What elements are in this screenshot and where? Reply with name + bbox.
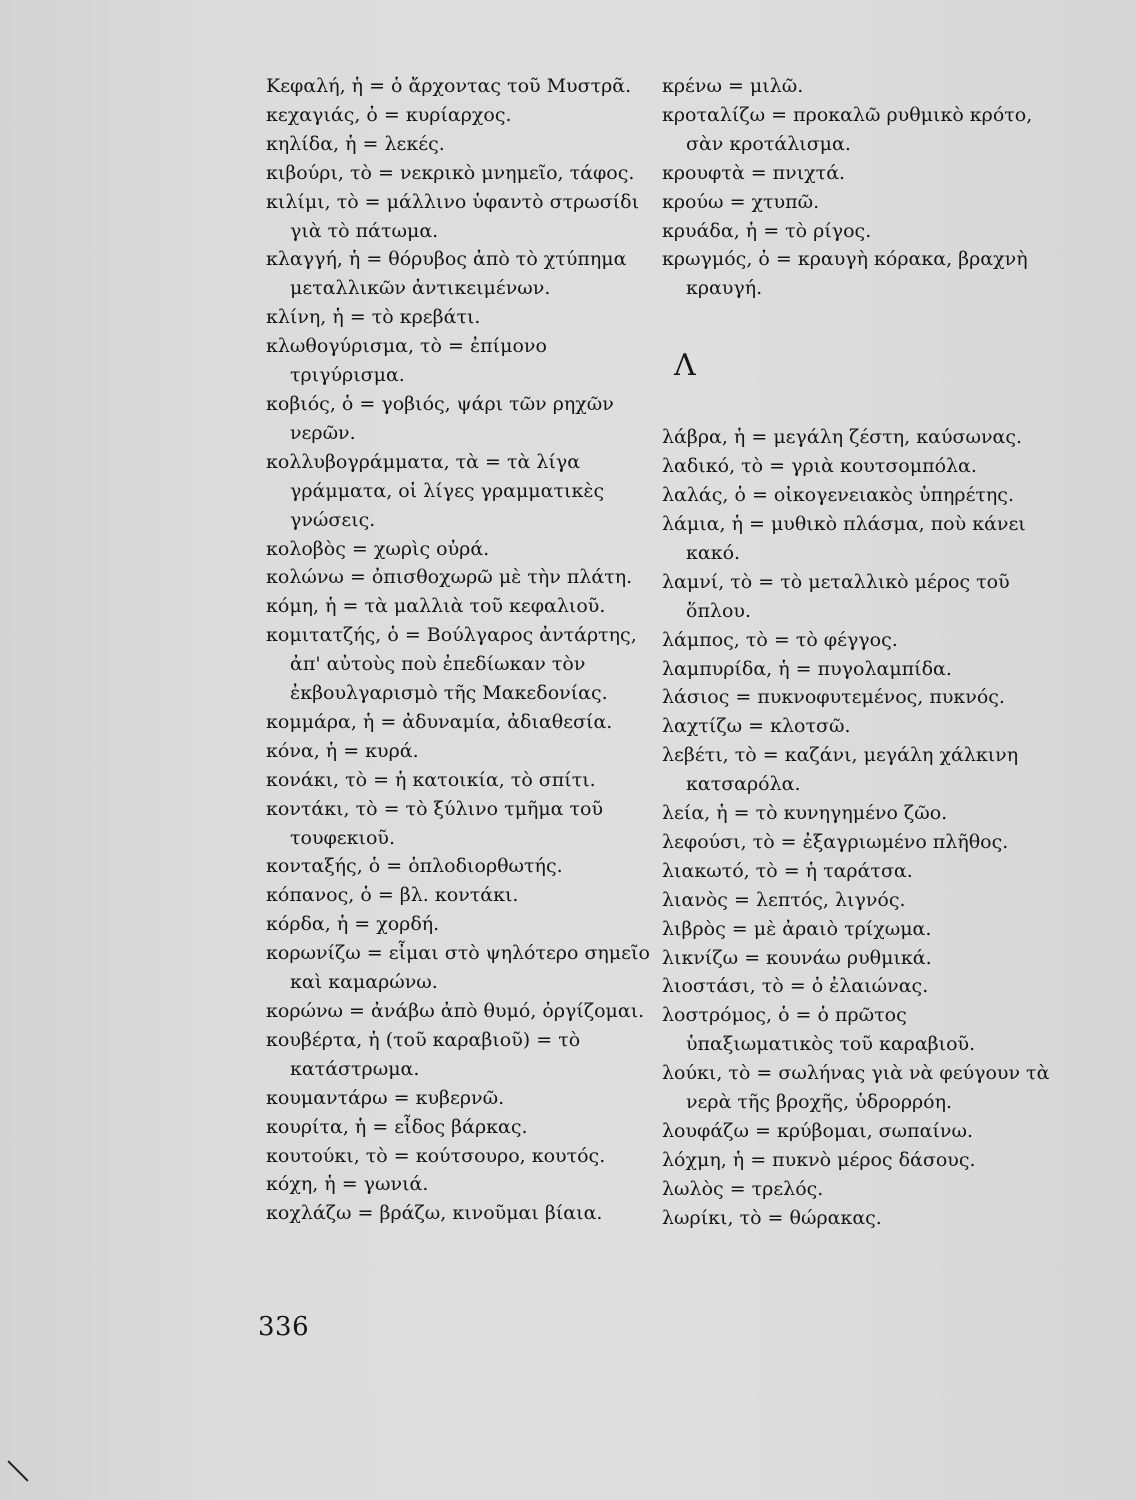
left-column [266,72,656,1228]
glossary-entry: κιλίμι, τὸ = μάλλινο ὑφαντὸ στρωσίδι γιὰ τὸ πάτωμα. [266,190,640,242]
glossary-entry: λοστρόμος, ὁ = ὁ πρῶτος ὑπαξιωματικὸς τοῦ καραβιοῦ. [662,1004,976,1056]
glossary-entry: κιβούρι, τὸ = νεκρικὸ μνημεῖο, τάφος. [266,161,635,184]
glossary-entry: κουβέρτα, ἡ (τοῦ καραβιοῦ) = τὸ κατάστρωμα. [266,1028,581,1080]
glossary-entry: λιοστάσι, τὸ = ὁ ἐλαιώνας. [662,975,929,998]
glossary-entry: κρυάδα, ἡ = τὸ ρίγος. [662,219,872,242]
glossary-entry: κροταλίζω = προκαλῶ ρυθμικὸ κρότο, σὰν κροτάλισμα. [662,103,1033,155]
glossary-entry: κομιτατζής, ὁ = Βούλγαρος ἀντάρτης, ἀπ' αὐτοὺς ποὺ ἐπεδίωκαν τὸν ἐκβουλγαρισμὸ τῆς Μακεδονίας. [266,624,637,705]
glossary-entry: κηλίδα, ἡ = λεκές. [266,132,445,155]
glossary-entry: κρούω = χτυπῶ. [662,190,820,213]
glossary-entry: κεχαγιάς, ὁ = κυρίαρχος. [266,103,512,126]
glossary-entry: λόχμη, ἡ = πυκνὸ μέρος δάσους. [662,1148,976,1171]
glossary-entry: κόνα, ἡ = κυρά. [266,739,419,762]
glossary-entry: κονάκι, τὸ = ἡ κατοικία, τὸ σπίτι. [266,768,596,791]
glossary-entry: κορωνίζω = εἶμαι στὸ ψηλότερο σημεῖο καὶ καμαρώνω. [266,942,650,994]
section-heading-lambda: Λ [674,348,696,384]
glossary-entry: λικνίζω = κουνάω ρυθμικά. [662,946,932,969]
right-column [662,72,1052,1233]
glossary-entry: κουρίτα, ἡ = εἶδος βάρκας. [266,1115,528,1138]
glossary-entry: κοβιός, ὁ = γοβιός, ψάρι τῶν ρηχῶν νερῶν. [266,392,614,444]
glossary-entry: κλωθογύρισμα, τὸ = ἐπίμονο τριγύρισμα. [266,335,547,387]
glossary-entry: κομμάρα, ἡ = ἀδυναμία, ἀδιαθεσία. [266,710,613,733]
glossary-entry: λιβρὸς = μὲ ἀραιὸ τρίχωμα. [662,917,932,940]
glossary-entry: λαλάς, ὁ = οἰκογενειακὸς ὑπηρέτης. [662,484,1014,507]
glossary-entry: λιανὸς = λεπτός, λιγνός. [662,888,906,911]
glossary-entry: λάσιος = πυκνοφυτεμένος, πυκνός. [662,686,1005,709]
glossary-entry: κολώνω = ὀπισθοχωρῶ μὲ τὴν πλάτη. [266,566,633,589]
glossary-entry: λαχτίζω = κλοτσῶ. [662,715,851,738]
glossary-entry: κουμαντάρω = κυβερνῶ. [266,1086,505,1109]
glossary-entry: λάμια, ἡ = μυθικὸ πλάσμα, ποὺ κάνει κακό. [662,512,1026,564]
glossary-entry: κόπανος, ὁ = βλ. κοντάκι. [266,884,519,907]
glossary-entry: κοντάκι, τὸ = τὸ ξύλινο τμῆμα τοῦ τουφεκιοῦ. [266,797,604,849]
glossary-entry: κουτούκι, τὸ = κούτσουρο, κουτός. [266,1144,606,1167]
glossary-entry: κλίνη, ἡ = τὸ κρεβάτι. [266,306,481,329]
glossary-entry: κρένω = μιλῶ. [662,75,804,97]
glossary-entry: λαμνί, τὸ = τὸ μεταλλικὸ μέρος τοῦ ὅπλου. [662,570,1010,622]
glossary-entry: κολλυβογράμματα, τὰ = τὰ λίγα γράμματα, οἱ λίγες γραμματικὲς γνώσεις. [266,450,605,531]
glossary-entry: κλαγγή, ἡ = θόρυβος ἀπὸ τὸ χτύπημα μεταλλικῶν ἀντικειμένων. [266,248,627,300]
page-number: 336 [258,1312,310,1342]
glossary-entry: λαμπυρίδα, ἡ = πυγολαμπίδα. [662,657,952,680]
glossary-entry: λούκι, τὸ = σωλήνας γιὰ νὰ φεύγουν τὰ νερὰ τῆς βροχῆς, ὑδρορρόη. [662,1062,1050,1114]
glossary-entry: λεβέτι, τὸ = καζάνι, μεγάλη χάλκινη κατσαρόλα. [662,744,1019,796]
glossary-entry: λεία, ἡ = τὸ κυνηγημένο ζῶο. [662,802,948,825]
glossary-entry: κρωγμός, ὁ = κραυγὴ κόρακα, βραχνὴ κραυγή. [662,248,1028,300]
glossary-entry: κορώνω = ἀνάβω ἀπὸ θυμό, ὀργίζομαι. [266,1000,645,1022]
scan-corner-mark [7,1460,28,1481]
glossary-entry: λωλὸς = τρελός. [662,1177,824,1200]
glossary-entry: λουφάζω = κρύβομαι, σωπαίνω. [662,1120,973,1142]
glossary-entry: κόρδα, ἡ = χορδή. [266,913,440,936]
glossary-entry: κρουφτὰ = πνιχτά. [662,161,846,184]
glossary-entry: λεφούσι, τὸ = ἐξαγριωμένο πλῆθος. [662,830,1009,853]
glossary-entry: κονταξής, ὁ = ὁπλοδιορθωτής. [266,855,563,878]
glossary-entry: λάμπος, τὸ = τὸ φέγγος. [662,628,898,651]
glossary-entry: λαδικό, τὸ = γριὰ κουτσομπόλα. [662,455,977,478]
glossary-entry: κόμη, ἡ = τὰ μαλλιὰ τοῦ κεφαλιοῦ. [266,595,606,618]
glossary-entry: κοχλάζω = βράζω, κινοῦμαι βίαια. [266,1202,603,1225]
glossary-entry: λάβρα, ἡ = μεγάλη ζέστη, καύσωνας. [662,426,1023,449]
glossary-entry: κολοβὸς = χωρὶς οὐρά. [266,537,490,560]
glossary-entry: λιακωτό, τὸ = ἡ ταράτσα. [662,859,913,882]
glossary-entry: Κεφαλή, ἡ = ὁ ἄρχοντας τοῦ Μυστρᾶ. [266,75,632,97]
glossary-entry: κόχη, ἡ = γωνιά. [266,1173,429,1196]
glossary-entry: λωρίκι, τὸ = θώρακας. [662,1206,882,1229]
